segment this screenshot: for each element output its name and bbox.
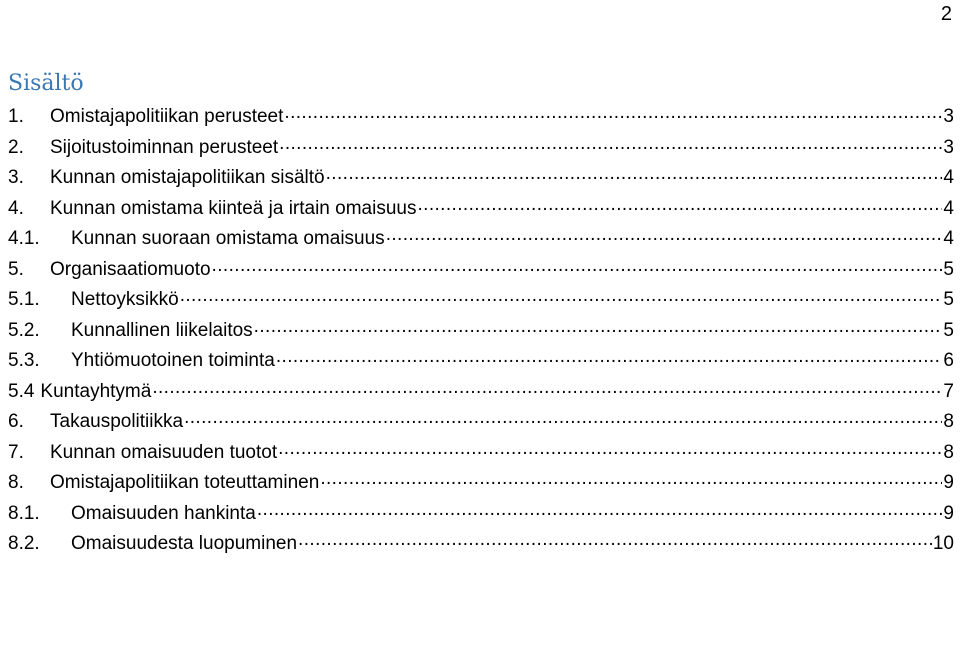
toc-entry-number: 7.: [8, 441, 24, 463]
toc-entry[interactable]: [8, 316, 954, 347]
toc-entry-number: 5.1.: [8, 289, 40, 310]
toc-entry-text: Kuntayhtymä: [40, 380, 152, 402]
toc-entry-text: Kunnallinen liikelaitos: [71, 319, 253, 341]
toc-entry-number: 3.: [8, 167, 24, 188]
toc-entry-text: Omaisuuden hankinta: [71, 502, 256, 524]
toc-dot-leader: [417, 195, 942, 214]
toc-entry[interactable]: [8, 499, 954, 530]
toc-entry-page: 4: [943, 197, 954, 219]
toc-dot-leader: [212, 256, 943, 275]
toc-entry-page: 10: [932, 533, 954, 554]
toc-entry-text: Omistajapolitiikan perusteet: [50, 106, 284, 127]
toc-entry-text: Yhtiömuotoinen toiminta: [71, 350, 275, 371]
toc-dot-leader: [326, 164, 943, 183]
toc-entry-page: 5: [943, 258, 954, 280]
toc-title: Sisältö: [8, 71, 84, 96]
toc-entry-number: 8.: [8, 472, 24, 493]
toc-dot-leader: [180, 286, 943, 305]
toc-entry-page: 6: [943, 350, 954, 371]
toc-dot-leader: [184, 408, 942, 427]
toc-dot-leader: [279, 134, 942, 153]
toc-dot-leader: [278, 439, 942, 458]
toc-entry[interactable]: [8, 133, 954, 164]
toc-entry[interactable]: [8, 163, 954, 194]
toc-entry[interactable]: [8, 194, 954, 225]
toc-entry-number: 6.: [8, 411, 24, 432]
toc-entry-page: 3: [943, 106, 954, 127]
toc-entry[interactable]: [8, 438, 954, 469]
toc-entry-text: Organisaatiomuoto: [50, 258, 211, 280]
toc-entry[interactable]: [8, 377, 954, 408]
toc-dot-leader: [284, 103, 942, 122]
toc-entry[interactable]: [8, 346, 954, 377]
toc-entry-text: Kunnan suoraan omistama omaisuus: [71, 228, 385, 249]
toc-entry-page: 4: [943, 228, 954, 249]
toc-entry-number: 1.: [8, 106, 24, 127]
toc-entry-number: 8.1.: [8, 502, 40, 524]
toc-entry-page: 8: [943, 411, 954, 432]
toc-entry-text: Kunnan omaisuuden tuotot: [50, 441, 278, 463]
toc-entry[interactable]: [8, 285, 954, 316]
toc-dot-leader: [254, 317, 943, 336]
toc-entry-page: 4: [943, 167, 954, 188]
toc-entry-page: 3: [943, 136, 954, 158]
toc-entry-text: Omistajapolitiikan toteuttaminen: [50, 472, 320, 493]
toc-entry-page: 8: [943, 441, 954, 463]
toc-entry-page: 9: [943, 502, 954, 524]
toc-entry-page: 5: [943, 289, 954, 310]
toc-entry-number: 4.1.: [8, 228, 40, 249]
toc-entry-page: 9: [943, 472, 954, 493]
toc-entry-text: Nettoyksikkö: [71, 289, 179, 310]
toc-dot-leader: [257, 500, 943, 519]
toc-entry-number: 5.: [8, 258, 24, 280]
toc-entry-page: 5: [943, 319, 954, 341]
toc-entry-number: 8.2.: [8, 533, 40, 554]
toc-dot-leader: [276, 347, 943, 366]
toc-entry[interactable]: [8, 255, 954, 286]
toc-entry-text: Kunnan omistajapolitiikan sisältö: [50, 167, 325, 188]
toc-entry[interactable]: [8, 407, 954, 438]
toc-entry-number: 5.2.: [8, 319, 40, 341]
toc-entry[interactable]: [8, 224, 954, 255]
toc-entry-text: Sijoitustoiminnan perusteet: [50, 136, 279, 158]
toc-entry-text: Omaisuudesta luopuminen: [71, 533, 298, 554]
toc-dot-leader: [320, 469, 942, 488]
toc-entry-number: 4.: [8, 197, 24, 219]
toc-entry-number: 5.3.: [8, 350, 40, 371]
toc-entry-number: 2.: [8, 136, 24, 158]
toc-entry-text: Takauspolitiikka: [50, 411, 184, 432]
toc-entry[interactable]: [8, 102, 954, 133]
toc-dot-leader: [386, 225, 943, 244]
toc-entry-page: 7: [943, 380, 954, 402]
toc-entry[interactable]: [8, 529, 954, 560]
page-number: 2: [940, 3, 952, 25]
toc-dot-leader: [152, 378, 942, 397]
toc-entry-number: 5.4: [8, 380, 35, 402]
toc-entry-text: Kunnan omistama kiinteä ja irtain omaisuus: [50, 197, 417, 219]
toc-list: [8, 102, 954, 560]
toc-entry[interactable]: [8, 468, 954, 499]
toc-dot-leader: [298, 530, 932, 549]
